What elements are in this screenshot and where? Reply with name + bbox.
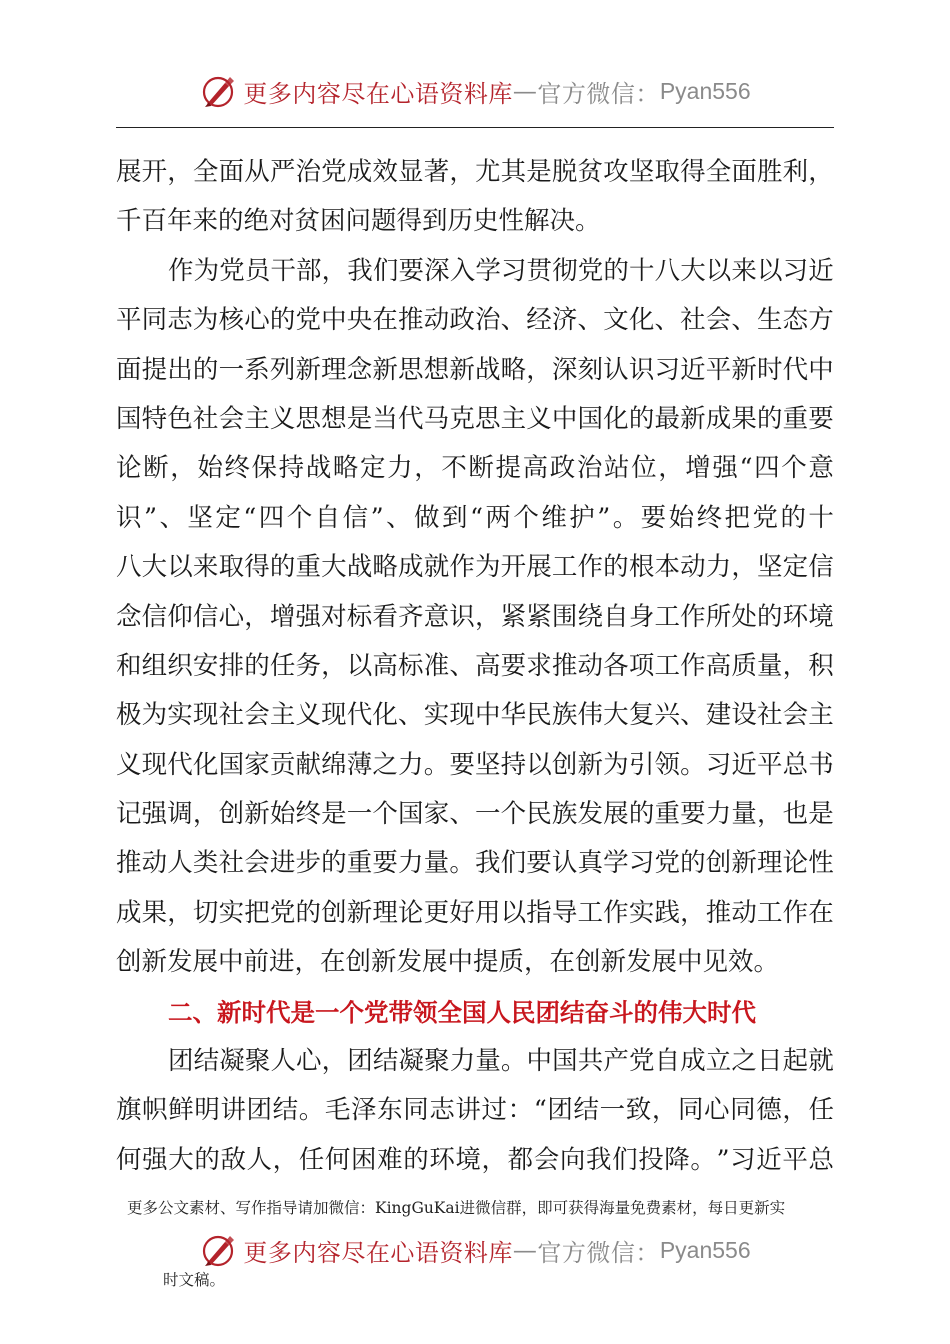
paragraph-2 xyxy=(116,247,834,988)
text-line: 千百年来的绝对贫困问题得到历史性解决。 xyxy=(116,206,601,237)
watermark-wechat-id: Pyan556 xyxy=(659,1236,751,1263)
footer-note: 更多公文素材、写作指导请加微信：KingGuKai进微信群，即可获得海量免费素材，每日更新实 xyxy=(127,1199,786,1217)
text-line: 团 结 凝 聚 人 心 ， 团 结 凝 聚 力 量 。 中 国 共 产 党 自 成 立 之 日 起 就 xyxy=(168,1046,834,1077)
header-divider xyxy=(116,127,834,128)
watermark-separator: — xyxy=(512,77,538,105)
paragraph-3 xyxy=(116,1037,834,1185)
header-watermark xyxy=(0,66,950,116)
text-line: 识 ” 、 坚 定 “ 四 个 自 信 ” 、 做 到 “ 两 个 维 护 ” 。 要 始 终 把 党 的 十 xyxy=(116,502,834,533)
footer-note-tail: 时文稿。 xyxy=(163,1271,226,1289)
watermark-separator: — xyxy=(512,1236,538,1264)
text-line: 念 信 仰 信 心 ， 增 强 对 标 看 齐 意 识 ， 紧 紧 围 绕 自 身 工 作 所 处 的 环 境 xyxy=(116,601,834,632)
text-line: 国 特 色 社 会 主 义 思 想 是 当 代 马 克 思 主 义 中 国 化 的 最 新 成 果 的 重 要 xyxy=(116,403,834,434)
watermark-official-label: 官方微信： xyxy=(537,79,660,108)
pen-logo-icon xyxy=(199,71,239,111)
section-heading: 二、新时代是一个党带领全国人民团结奋斗的伟大时代 xyxy=(168,997,756,1027)
text-line: 创新发展中前进，在创新发展中提质，在创新发展中见效。 xyxy=(116,947,780,978)
text-line: 作 为 党 员 干 部 ， 我 们 要 深 入 学 习 贯 彻 党 的 十 八 大 以 来 以 习 近 xyxy=(168,255,834,286)
pen-logo-icon xyxy=(199,1230,239,1270)
text-line: 成 果 ， 切 实 把 党 的 创 新 理 论 更 好 用 以 指 导 工 作 实 践 ， 推 动 工 作 在 xyxy=(116,897,834,928)
text-line: 推 动 人 类 社 会 进 步 的 重 要 力 量 。 我 们 要 认 真 学 习 党 的 创 新 理 论 性 xyxy=(116,848,834,879)
text-line: 展 开 ， 全 面 从 严 治 党 成 效 显 著 ， 尤 其 是 脱 贫 攻 坚 取 得 全 面 胜 利 ， xyxy=(116,157,834,187)
document-body xyxy=(116,148,834,1185)
watermark-official-label: 官方微信： xyxy=(537,1238,660,1267)
text-line: 义 现 代 化 国 家 贡 献 绵 薄 之 力 。 要 坚 持 以 创 新 为 引 领 。 习 近 平 总 书 xyxy=(116,749,834,780)
text-line: 何 强 大 的 敌 人 ， 任 何 困 难 的 环 境 ， 都 会 向 我 们 投 降 。 ” 习 近 平 总 xyxy=(116,1144,834,1175)
text-line: 八 大 以 来 取 得 的 重 大 战 略 成 就 作 为 开 展 工 作 的 根 本 动 力 ， 坚 定 信 xyxy=(116,552,834,583)
watermark-main-text: 更多内容尽在心语资料库 xyxy=(243,1238,513,1267)
text-line: 面 提 出 的 一 系 列 新 理 念 新 思 想 新 战 略 ， 深 刻 认 识 习 近 平 新 时 代 中 xyxy=(116,354,834,385)
text-line: 记 强 调 ， 创 新 始 终 是 一 个 国 家 、 一 个 民 族 发 展 的 重 要 力 量 ， 也 是 xyxy=(116,799,834,830)
footer-watermark xyxy=(0,1225,950,1275)
text-line: 极 为 实 现 社 会 主 义 现 代 化 、 实 现 中 华 民 族 伟 大 复 兴 、 建 设 社 会 主 xyxy=(116,700,834,731)
watermark-main-text: 更多内容尽在心语资料库 xyxy=(243,79,513,108)
text-line: 旗 帜 鲜 明 讲 团 结 。 毛 泽 东 同 志 讲 过 ： “ 团 结 一 致 ， 同 心 同 德 ， 任 xyxy=(116,1095,834,1126)
watermark-wechat-id: Pyan556 xyxy=(659,77,751,104)
paragraph-1 xyxy=(116,148,834,247)
text-line: 平 同 志 为 核 心 的 党 中 央 在 推 动 政 治 、 经 济 、 文 化 、 社 会 、 生 态 方 xyxy=(116,305,834,336)
text-line: 和 组 织 安 排 的 任 务 ， 以 高 标 准 、 高 要 求 推 动 各 项 工 作 高 质 量 ， 积 xyxy=(116,650,834,681)
text-line: 论 断 ， 始 终 保 持 战 略 定 力 ， 不 断 提 高 政 治 站 位 ， 增 强 “ 四 个 意 xyxy=(116,453,834,484)
